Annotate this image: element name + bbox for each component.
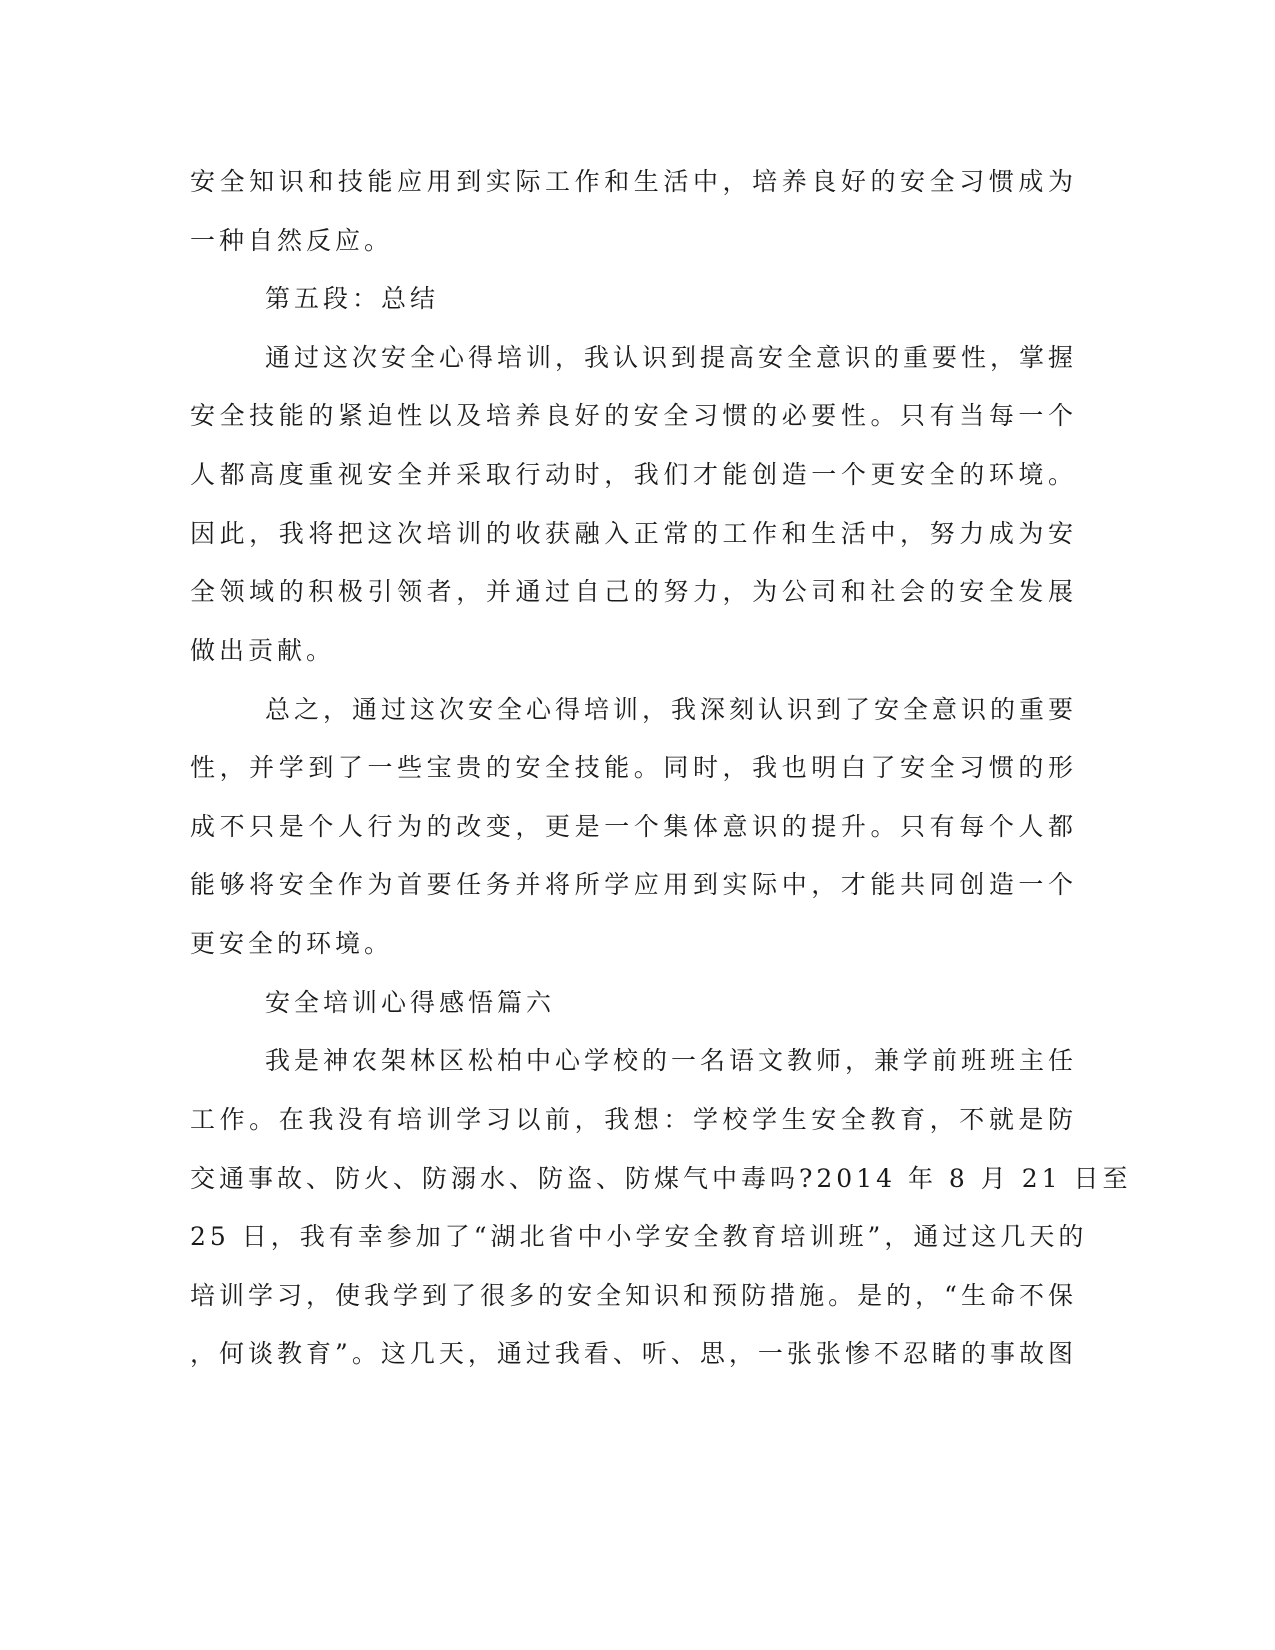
section-heading: 安全培训心得感悟篇六 bbox=[265, 988, 556, 1017]
text-line: 工作。在我没有培训学习以前，我想：学校学生安全教育，不就是防 bbox=[190, 1105, 1077, 1134]
text-line: 更安全的环境。 bbox=[190, 929, 394, 958]
text-line: 通过这次安全心得培训，我认识到提高安全意识的重要性，掌握 bbox=[265, 343, 1078, 372]
text-line: 交通事故、防火、防溺水、防盗、防煤气中毒吗?2014 年 8 月 21 日至 bbox=[190, 1164, 1132, 1193]
text-line: 培训学习，使我学到了很多的安全知识和预防措施。是的，“生命不保 bbox=[190, 1281, 1077, 1310]
text-line: 安全知识和技能应用到实际工作和生活中，培养良好的安全习惯成为 bbox=[190, 167, 1077, 196]
text-line: 总之，通过这次安全心得培训，我深刻认识到了安全意识的重要 bbox=[265, 695, 1078, 724]
text-line: 我是神农架林区松柏中心学校的一名语文教师，兼学前班班主任 bbox=[265, 1046, 1078, 1075]
text-line: 能够将安全作为首要任务并将所学应用到实际中，才能共同创造一个 bbox=[190, 870, 1077, 899]
text-line: 性，并学到了一些宝贵的安全技能。同时，我也明白了安全习惯的形 bbox=[190, 753, 1077, 782]
text-line: 全领域的积极引领者，并通过自己的努力，为公司和社会的安全发展 bbox=[190, 577, 1077, 606]
text-line: 25 日，我有幸参加了“湖北省中小学安全教育培训班”，通过这几天的 bbox=[190, 1222, 1088, 1251]
text-line: 做出贡献。 bbox=[190, 636, 336, 665]
text-line: 一种自然反应。 bbox=[190, 226, 394, 255]
text-line: 人都高度重视安全并采取行动时，我们才能创造一个更安全的环境。 bbox=[190, 460, 1077, 489]
text-line: ，何谈教育”。这几天，通过我看、听、思，一张张惨不忍睹的事故图 bbox=[190, 1339, 1077, 1368]
section-heading: 第五段：总结 bbox=[265, 284, 440, 313]
text-line: 因此，我将把这次培训的收获融入正常的工作和生活中，努力成为安 bbox=[190, 519, 1077, 548]
text-line: 安全技能的紧迫性以及培养良好的安全习惯的必要性。只有当每一个 bbox=[190, 401, 1077, 430]
text-line: 成不只是个人行为的改变，更是一个集体意识的提升。只有每个人都 bbox=[190, 812, 1077, 841]
